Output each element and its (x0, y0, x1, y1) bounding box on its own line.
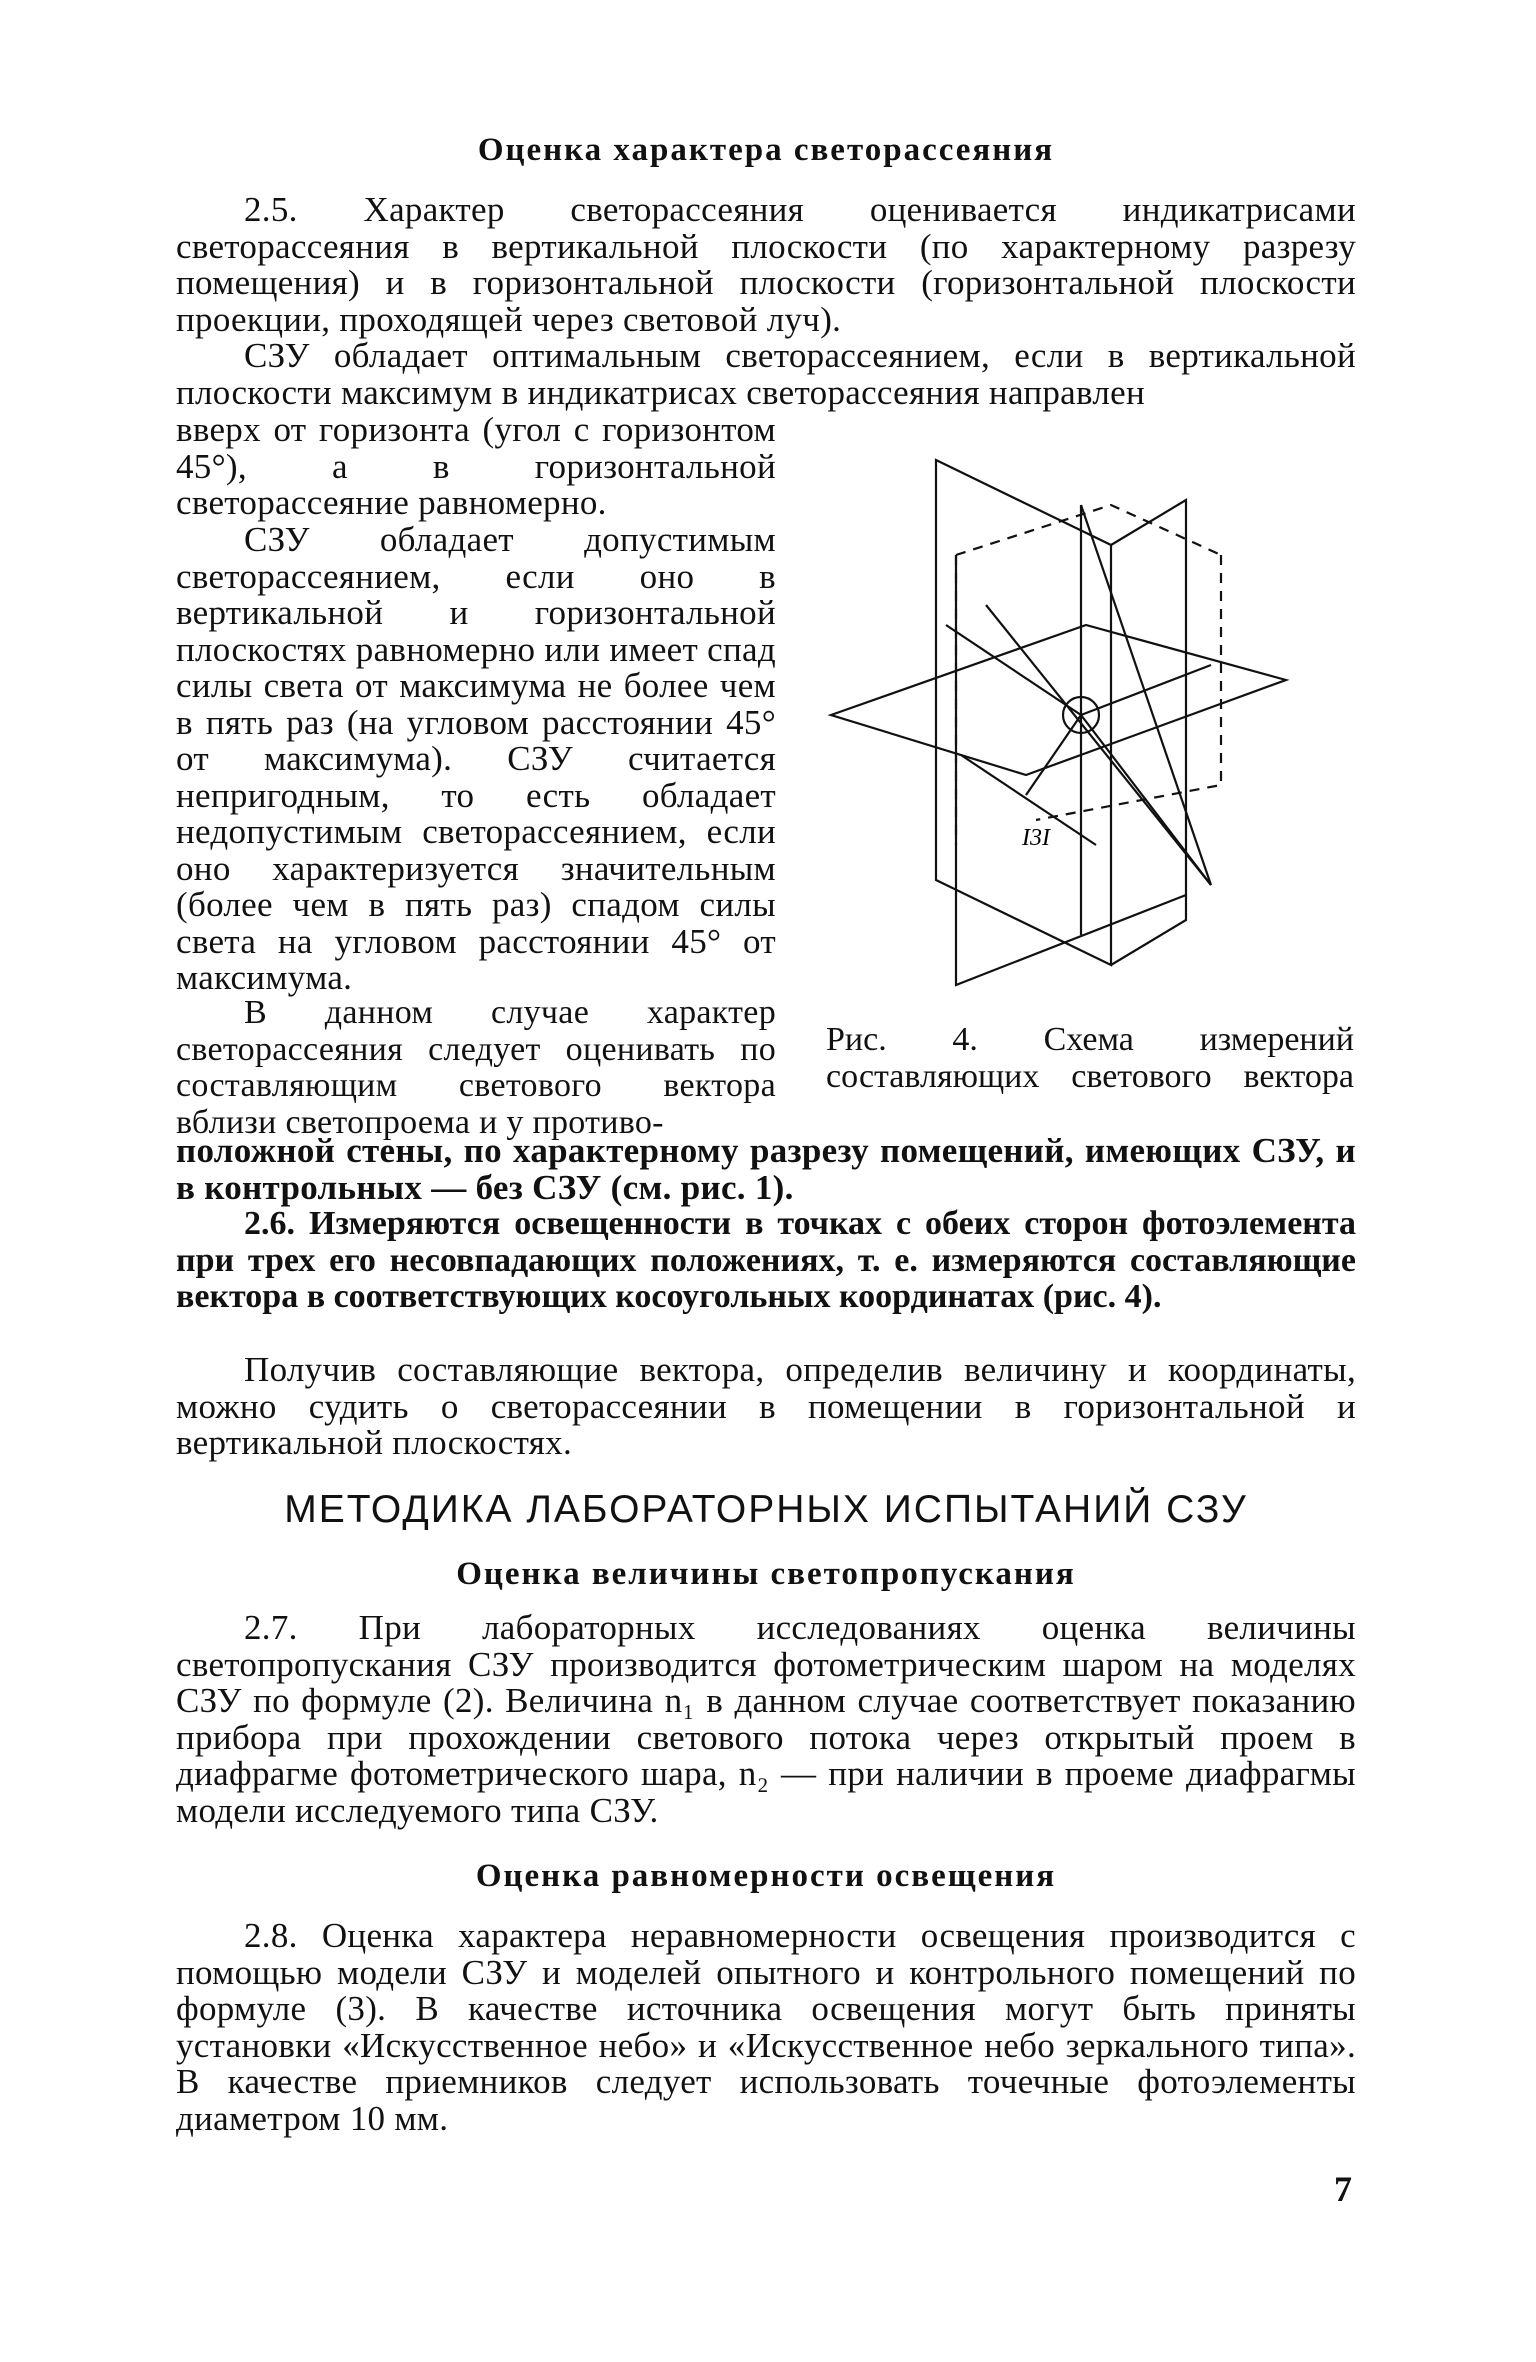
vertical-plane-right (1111, 500, 1186, 965)
paragraph-case-narrow (176, 995, 776, 1141)
paragraph-result: Получив составляющие вектора, определив величину и координаты, можно судить о светорассеянии в помещении в горизонтальной и вертикальной плоскостях. (176, 1350, 1356, 1462)
ray-left-down (1026, 715, 1081, 795)
case-narrow-text: В данном случае характер светорассеяния следует оценивать по составляющим светового вектора вблизи светопроема и у противо- (176, 994, 776, 1141)
heading-uniformity: Оценка равномерности освещения (475, 1858, 1057, 1894)
heading-light-scattering: Оценка характера светорассеяния (477, 132, 1055, 168)
diagonal-1 (986, 605, 1211, 885)
dashed-right (1036, 555, 1221, 820)
section-title-lab-tests: МЕТОДИКА ЛАБОРАТОРНЫХ ИСПЫТАНИЙ СЗУ (284, 1488, 1248, 1531)
paragraph-2-7: 2.7. При лабораторных исследованиях оценка величины светопропускания СЗУ производится фотометрическим шаром на моделях СЗУ по формуле (2). Величина n₁ в данном случае соответствует показанию прибора при прохождении светового потока через открытый проем в диафрагме фотометрического шара, n₂ — при наличии в проеме диафрагмы модели исследуемого типа СЗУ. (176, 1608, 1356, 1830)
figure-label: I3I (1022, 825, 1050, 851)
figure-4 (826, 425, 1356, 995)
light-vector-diagram (826, 425, 1356, 995)
diagonal-2 (1081, 505, 1211, 885)
page-number: 7 (1334, 2169, 1352, 2209)
heading-light-transmission: Оценка величины светопропускания (456, 1556, 1076, 1592)
paragraph-2-8: 2.8. Оценка характера неравномерности освещения производится с помощью модели СЗУ и моделей опытного и контрольного помещений по формуле (3). В качестве источника освещения могут быть приняты установки «Искусственное небо» и «Искусственное небо зеркального типа». В качестве приемников следует использовать точечные фотоэлементы диаметром 10 мм. (176, 1916, 1356, 2138)
paragraph-case-wide: положной стены, по характерному разрезу помещений, имеющих СЗУ, и в контрольных — без СЗУ (см. рис. 1). (176, 1131, 1356, 1207)
paragraph-optimal: СЗУ обладает оптимальным светорассеянием, если в вертикальной плоскости максимум в индикатрисах светорассеяния направлен (176, 336, 1356, 412)
rear-plane-edges (956, 555, 1186, 985)
figure-4-caption: Рис. 4. Схема измерений составляющих светового вектора (826, 1021, 1354, 1095)
ray-right (1081, 665, 1211, 715)
paragraph-optimal-continued: вверх от горизонта (угол с горизонтом 45°), а в горизонтальной светорассеяние равномерно. (176, 410, 776, 522)
paragraph-allowable: СЗУ обладает допустимым светорассеянием, если оно в вертикальной и горизонтальной плоскостях равномерно или имеет спад силы света от максимума не более чем в пять раз (на угловом расстоянии 45° от максимума). СЗУ считается непригодным, то есть обладает недопустимым светорассеянием, если оно характеризуется значительным (более чем в пять раз) спадом силы света на угловом расстоянии 45° от максимума. (176, 520, 776, 997)
paragraph-2-5: 2.5. Характер светорассеяния оценивается индикатрисами светорассеяния в вертикальной плоскости (по характерному разрезу помещения) и в горизонтальной плоскости (горизонтальной плоскости проекции, проходящей через световой луч). (176, 190, 1356, 339)
paragraph-2-6: 2.6. Измеряются освещенности в точках с обеих сторон фотоэлемента при трех его несовпадающих положениях, т. е. измеряются составляющие вектора в соответствующих косоугольных координатах (рис. 4). (176, 1205, 1356, 1315)
